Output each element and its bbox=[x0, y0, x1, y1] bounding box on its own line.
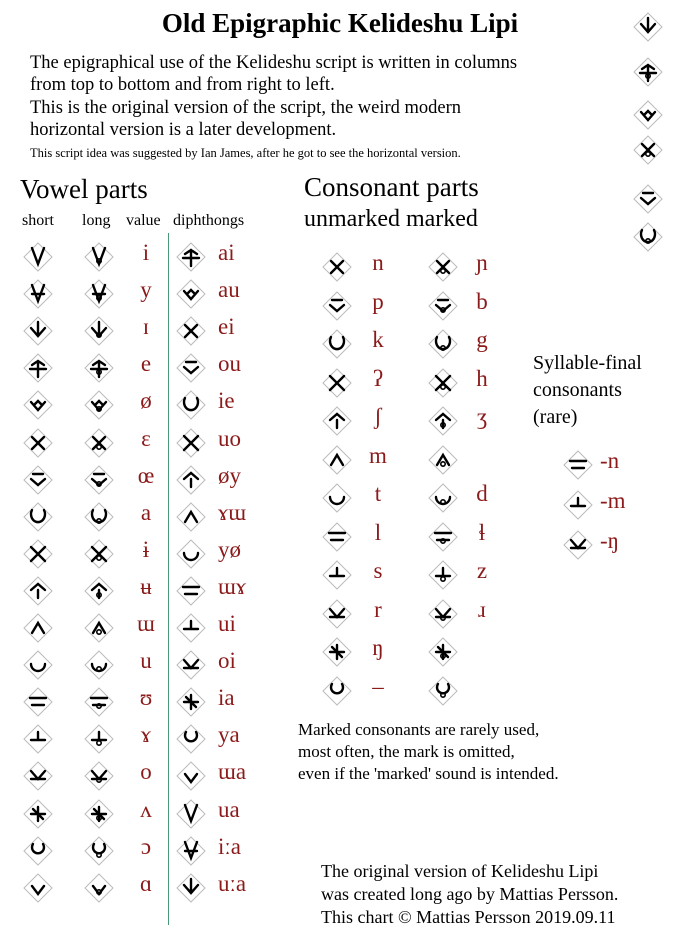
diphthong-glyph bbox=[176, 242, 206, 272]
marked-note-1: Marked consonants are rarely used, bbox=[298, 720, 540, 739]
diphthong-glyph bbox=[176, 316, 206, 346]
vowel-value: ɪ bbox=[142, 314, 150, 340]
consonant-marked-value: g bbox=[476, 327, 488, 352]
diphthong-value: ya bbox=[218, 722, 240, 748]
diphthong-glyph bbox=[176, 650, 206, 680]
vowel-short-glyph bbox=[23, 428, 53, 458]
consonant-marked-glyph bbox=[428, 445, 458, 475]
consonant-unmarked-glyph bbox=[322, 291, 352, 321]
consonant-marked-value: z bbox=[476, 558, 488, 583]
consonant-unmarked-glyph bbox=[322, 252, 352, 282]
vowel-long-glyph bbox=[84, 873, 114, 903]
vowel-short-glyph bbox=[23, 799, 53, 829]
vowel-value: a bbox=[140, 499, 152, 525]
vowel-short-glyph bbox=[23, 576, 53, 606]
vowel-value: ɤ bbox=[140, 722, 152, 748]
consonant-unmarked-value: k bbox=[372, 327, 384, 352]
diphthong-value: uo bbox=[218, 425, 241, 451]
vowel-value: ʌ bbox=[140, 796, 152, 822]
consonant-unmarked-value: – bbox=[372, 673, 384, 699]
vowel-long-glyph bbox=[84, 353, 114, 383]
final-heading-2: consonants bbox=[533, 379, 622, 401]
consonant-marked-value: d bbox=[476, 481, 488, 506]
final-heading-1: Syllable-final bbox=[533, 352, 642, 374]
vowel-long-glyph bbox=[84, 576, 114, 606]
vowel-value: o bbox=[140, 759, 152, 785]
vowel-long-glyph bbox=[84, 316, 114, 346]
vowel-value: ʉ bbox=[140, 573, 152, 599]
consonant-unmarked-value: r bbox=[374, 596, 382, 622]
consonant-marked-glyph bbox=[428, 599, 458, 629]
vowel-short-glyph bbox=[23, 465, 53, 495]
vowel-long-glyph bbox=[84, 761, 114, 791]
vowel-heading: Vowel parts bbox=[20, 174, 148, 204]
diphthong-value: au bbox=[218, 277, 240, 303]
vowel-value: e bbox=[140, 351, 152, 377]
vowel-short-glyph bbox=[23, 613, 53, 643]
consonant-marked-glyph bbox=[428, 368, 458, 398]
diphthong-value: iːa bbox=[218, 833, 241, 859]
diphthong-value: ɯɤ bbox=[218, 573, 247, 599]
vowel-long-glyph bbox=[84, 502, 114, 532]
consonant-marked-glyph bbox=[428, 560, 458, 590]
vowel-value: ɔ bbox=[140, 833, 152, 859]
intro-line-4: horizontal version is a later development. bbox=[30, 120, 337, 140]
vowel-long-glyph bbox=[84, 799, 114, 829]
vowel-short-glyph bbox=[23, 539, 53, 569]
consonant-unmarked-value: l bbox=[374, 519, 382, 545]
consonant-marked-value: ɲ bbox=[476, 250, 488, 275]
diphthong-value: ou bbox=[218, 351, 241, 377]
vowel-short-glyph bbox=[23, 502, 53, 532]
consonant-unmarked-glyph bbox=[322, 522, 352, 552]
consonant-marked-glyph bbox=[428, 676, 458, 706]
sample-glyph bbox=[633, 100, 663, 130]
diphthong-value: oi bbox=[218, 648, 236, 674]
consonant-unmarked-value: m bbox=[369, 442, 387, 468]
consonant-unmarked-glyph bbox=[322, 599, 352, 629]
vowel-value: ɨ bbox=[142, 536, 150, 562]
diphthong-glyph bbox=[176, 687, 206, 717]
consonant-unmarked-glyph bbox=[322, 368, 352, 398]
consonant-marked-glyph bbox=[428, 406, 458, 436]
consonant-unmarked-glyph bbox=[322, 445, 352, 475]
diphthong-glyph bbox=[176, 502, 206, 532]
final-consonant-value: -n bbox=[600, 448, 620, 473]
vowel-long-glyph bbox=[84, 465, 114, 495]
vowel-short-glyph bbox=[23, 836, 53, 866]
consonant-heading: Consonant parts bbox=[304, 172, 479, 202]
sample-glyph bbox=[633, 135, 663, 165]
credit-line-1: The original version of Kelideshu Lipi bbox=[321, 861, 599, 881]
vowel-short-glyph bbox=[23, 390, 53, 420]
vowel-long-glyph bbox=[84, 687, 114, 717]
vowel-value: y bbox=[140, 277, 152, 303]
consonant-marked-value: b bbox=[476, 288, 488, 314]
col-value-label: value bbox=[126, 212, 161, 229]
vowel-short-glyph bbox=[23, 353, 53, 383]
consonant-unmarked-value: ʃ bbox=[374, 404, 382, 429]
final-consonant-value: -m bbox=[600, 488, 626, 513]
vowel-divider-line bbox=[168, 233, 169, 925]
consonant-unmarked-glyph bbox=[322, 406, 352, 436]
marked-note-2: most often, the mark is omitted, bbox=[298, 742, 515, 761]
diphthong-glyph bbox=[176, 465, 206, 495]
diphthong-value: yø bbox=[218, 536, 241, 562]
diphthong-glyph bbox=[176, 539, 206, 569]
vowel-short-glyph bbox=[23, 761, 53, 791]
final-heading-3: (rare) bbox=[533, 406, 578, 428]
consonant-unmarked-value: t bbox=[374, 481, 382, 506]
consonant-marked-glyph bbox=[428, 291, 458, 321]
vowel-short-glyph bbox=[23, 316, 53, 346]
sample-glyph bbox=[633, 184, 663, 214]
marked-note-3: even if the 'marked' sound is intended. bbox=[298, 764, 559, 783]
consonant-unmarked-value: p bbox=[372, 288, 384, 314]
vowel-value: u bbox=[140, 648, 152, 674]
diphthong-value: ɯa bbox=[218, 759, 247, 785]
vowel-short-glyph bbox=[23, 687, 53, 717]
diphthong-glyph bbox=[176, 576, 206, 606]
diphthong-value: ua bbox=[218, 796, 240, 822]
intro-line-1: The epigraphical use of the Kelideshu script is written in columns bbox=[30, 53, 518, 73]
consonant-marked-value: ʒ bbox=[476, 404, 488, 429]
diphthong-glyph bbox=[176, 613, 206, 643]
credit-line-3: This chart © Mattias Persson 2019.09.11 bbox=[321, 907, 616, 927]
diphthong-value: øy bbox=[218, 462, 241, 488]
final-consonant-glyph bbox=[563, 490, 593, 520]
diphthong-value: ɤɯ bbox=[218, 499, 247, 525]
vowel-value: ɑ bbox=[139, 870, 153, 896]
consonant-marked-glyph bbox=[428, 252, 458, 282]
consonant-marked-value: ɬ bbox=[478, 519, 486, 545]
sample-glyph bbox=[633, 222, 663, 252]
vowel-short-glyph bbox=[23, 873, 53, 903]
consonant-marked-glyph bbox=[428, 483, 458, 513]
diphthong-glyph bbox=[176, 390, 206, 420]
col-short-label: short bbox=[22, 212, 54, 229]
consonant-marked-value: ɹ bbox=[478, 596, 486, 622]
vowel-long-glyph bbox=[84, 242, 114, 272]
final-consonant-glyph bbox=[563, 530, 593, 560]
consonant-unmarked-value: n bbox=[372, 250, 384, 275]
diphthong-glyph bbox=[176, 836, 206, 866]
vowel-short-glyph bbox=[23, 242, 53, 272]
vowel-long-glyph bbox=[84, 613, 114, 643]
vowel-value: i bbox=[142, 240, 150, 265]
vowel-value: ɯ bbox=[137, 611, 155, 636]
diphthong-value: ia bbox=[218, 685, 235, 711]
vowel-short-glyph bbox=[23, 279, 53, 309]
final-consonant-glyph bbox=[563, 450, 593, 480]
consonant-unmarked-value: ʔ bbox=[372, 365, 384, 391]
diphthong-value: uːa bbox=[218, 870, 247, 896]
consonant-unmarked-glyph bbox=[322, 329, 352, 359]
vowel-long-glyph bbox=[84, 724, 114, 754]
consonant-subheading: unmarked marked bbox=[304, 206, 478, 232]
intro-line-3: This is the original version of the script, the weird modern bbox=[30, 98, 462, 118]
consonant-unmarked-value: ŋ bbox=[372, 635, 384, 660]
diphthong-glyph bbox=[176, 353, 206, 383]
diphthong-glyph bbox=[176, 428, 206, 458]
diphthong-value: ai bbox=[218, 240, 235, 265]
consonant-marked-glyph bbox=[428, 329, 458, 359]
consonant-unmarked-value: s bbox=[373, 558, 383, 583]
vowel-value: ʊ bbox=[139, 685, 153, 711]
consonant-marked-glyph bbox=[428, 522, 458, 552]
vowel-long-glyph bbox=[84, 390, 114, 420]
vowel-short-glyph bbox=[23, 650, 53, 680]
diphthong-glyph bbox=[176, 799, 206, 829]
vowel-long-glyph bbox=[84, 539, 114, 569]
page-title: Old Epigraphic Kelideshu Lipi bbox=[161, 8, 519, 38]
consonant-unmarked-glyph bbox=[322, 676, 352, 706]
consonant-unmarked-glyph bbox=[322, 483, 352, 513]
vowel-short-glyph bbox=[23, 724, 53, 754]
diphthong-glyph bbox=[176, 761, 206, 791]
diphthong-value: ui bbox=[218, 611, 236, 636]
intro-line-2: from top to bottom and from right to left. bbox=[30, 75, 335, 95]
vowel-long-glyph bbox=[84, 836, 114, 866]
idea-note: This script idea was suggested by Ian James, after he got to see the horizontal version. bbox=[30, 146, 461, 160]
diphthong-glyph bbox=[176, 724, 206, 754]
consonant-unmarked-glyph bbox=[322, 560, 352, 590]
sample-glyph bbox=[633, 12, 663, 42]
consonant-marked-value: h bbox=[476, 365, 488, 391]
diphthong-value: ei bbox=[218, 314, 235, 340]
final-consonant-value: -ŋ bbox=[600, 528, 620, 553]
col-diphthongs-label: diphthongs bbox=[173, 212, 245, 229]
vowel-value: ɛ bbox=[141, 425, 151, 451]
credit-line-2: was created long ago by Mattias Persson. bbox=[321, 884, 619, 904]
sample-glyph bbox=[633, 57, 663, 87]
diphthong-value: ie bbox=[218, 388, 235, 414]
col-long-label: long bbox=[82, 212, 111, 229]
consonant-unmarked-glyph bbox=[322, 637, 352, 667]
vowel-value: œ bbox=[137, 462, 155, 488]
consonant-marked-glyph bbox=[428, 637, 458, 667]
diphthong-glyph bbox=[176, 279, 206, 309]
vowel-long-glyph bbox=[84, 428, 114, 458]
diphthong-glyph bbox=[176, 873, 206, 903]
vowel-long-glyph bbox=[84, 650, 114, 680]
vowel-long-glyph bbox=[84, 279, 114, 309]
vowel-value: ø bbox=[140, 388, 152, 414]
